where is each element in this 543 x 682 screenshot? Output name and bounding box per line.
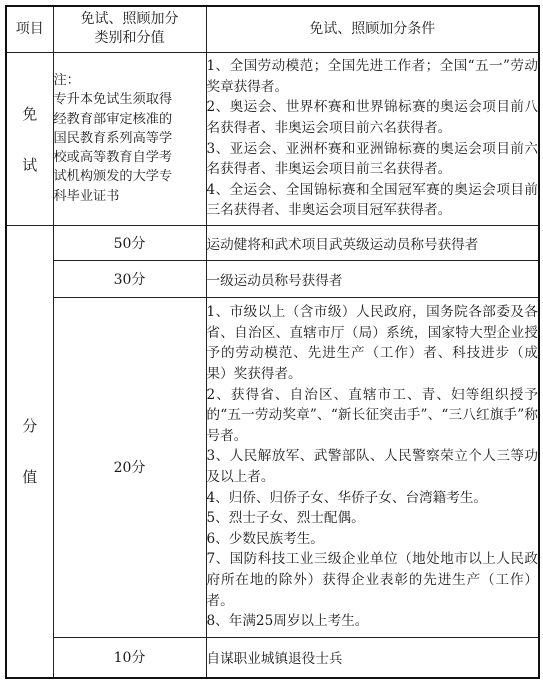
exempt-conditions-cell	[206, 52, 539, 225]
header-category-line2: 类别和分值	[94, 30, 165, 47]
bonus-label-char: 分	[22, 417, 38, 436]
policy-table	[5, 5, 540, 679]
bonus-score: 30分	[53, 260, 206, 297]
bonus-condition-item: 8、年满25周岁以上考生。	[206, 613, 369, 630]
bonus-condition-item: 2、获得省、自治区、直辖市工、青、妇等组织授予的“五一劳动奖章”、“新长征突击手”、“三八红旗手”称号者。	[206, 386, 538, 444]
bonus-condition-item: 7、国防科技工业三级企业单位（地处地市以上人民政府所在地的除外）获得企业表彰的先进生产（工作）者。	[206, 551, 538, 609]
exempt-condition-item: 2、奥运会、世界杯赛和世界锦标赛的奥运会项目前八名获得者、非奥运会项目前六名获得者。	[206, 99, 538, 136]
exempt-note-line: 国民教育系列高等学	[53, 130, 173, 146]
exempt-note-line: 专升本免试生须取得	[53, 92, 173, 108]
exempt-note-cell	[53, 52, 206, 225]
bonus-row-30	[6, 260, 539, 297]
header-conditions	[206, 6, 539, 52]
bonus-row-20	[6, 297, 539, 637]
bonus-label-cell	[6, 225, 53, 678]
exempt-note-line: 经教育部审定核准的	[53, 111, 173, 127]
bonus-label-char: 值	[22, 468, 38, 487]
header-conditions-label: 免试、照顾加分条件	[309, 20, 436, 37]
exempt-label-cell	[6, 52, 53, 225]
bonus-condition: 一级运动员称号获得者	[206, 260, 539, 297]
bonus-row-50	[6, 225, 539, 260]
exempt-label-char: 免	[22, 104, 38, 123]
header-category	[53, 6, 206, 52]
exempt-condition-item: 4、全运会、全国锦标赛和全国冠军赛的奥运会项目前三名获得者、非奥运会项目冠军获得者。	[206, 181, 538, 219]
exempt-row	[6, 52, 539, 225]
bonus-conditions-cell	[206, 297, 539, 637]
bonus-condition-item: 5、烈士子女、烈士配偶。	[206, 510, 365, 527]
bonus-condition: 运动健将和武术项目武英级运动员称号获得者	[206, 225, 539, 260]
header-item-label: 项目	[15, 20, 44, 37]
bonus-row-10	[6, 637, 539, 678]
exempt-note-line: 科毕业证书	[53, 188, 120, 204]
exempt-condition-item: 3、亚运会、亚洲杯赛和亚洲锦标赛的奥运会项目前六名获得者、非奥运会项目前三名获得者。	[206, 140, 538, 178]
bonus-score: 20分	[53, 297, 206, 637]
exempt-label-char: 试	[22, 155, 38, 174]
exempt-note-line: 注：	[53, 73, 80, 89]
header-category-line1: 免试、照顾加分	[80, 11, 179, 28]
exempt-condition-item: 1、全国劳动模范；全国先进工作者；全国“五一”劳动奖章获得者。	[206, 58, 538, 95]
bonus-condition: 自谋职业城镇退役士兵	[206, 637, 539, 678]
bonus-score: 10分	[53, 637, 206, 678]
bonus-condition-item: 4、归侨、归侨子女、华侨子女、台湾籍考生。	[206, 489, 488, 506]
bonus-condition-item: 6、少数民族考生。	[206, 530, 324, 547]
bonus-condition-item: 3、人民解放军、武警部队、人民警察荣立个人三等功及以上者。	[206, 448, 538, 485]
bonus-condition-item: 1、市级以上（含市级）人民政府，国务院各部委及各省、自治区、直辖市厅（局）系统，国家特大型企业授予的劳动模范、先进生产（工作）者、科技进步（成果）奖获得者。	[206, 304, 538, 383]
bonus-score: 50分	[53, 225, 206, 260]
header-item	[6, 6, 53, 52]
header-row	[6, 6, 539, 52]
exempt-note-line: 校或高等教育自学考	[53, 150, 173, 166]
exempt-note-line: 试机构颁发的大学专	[53, 169, 173, 185]
